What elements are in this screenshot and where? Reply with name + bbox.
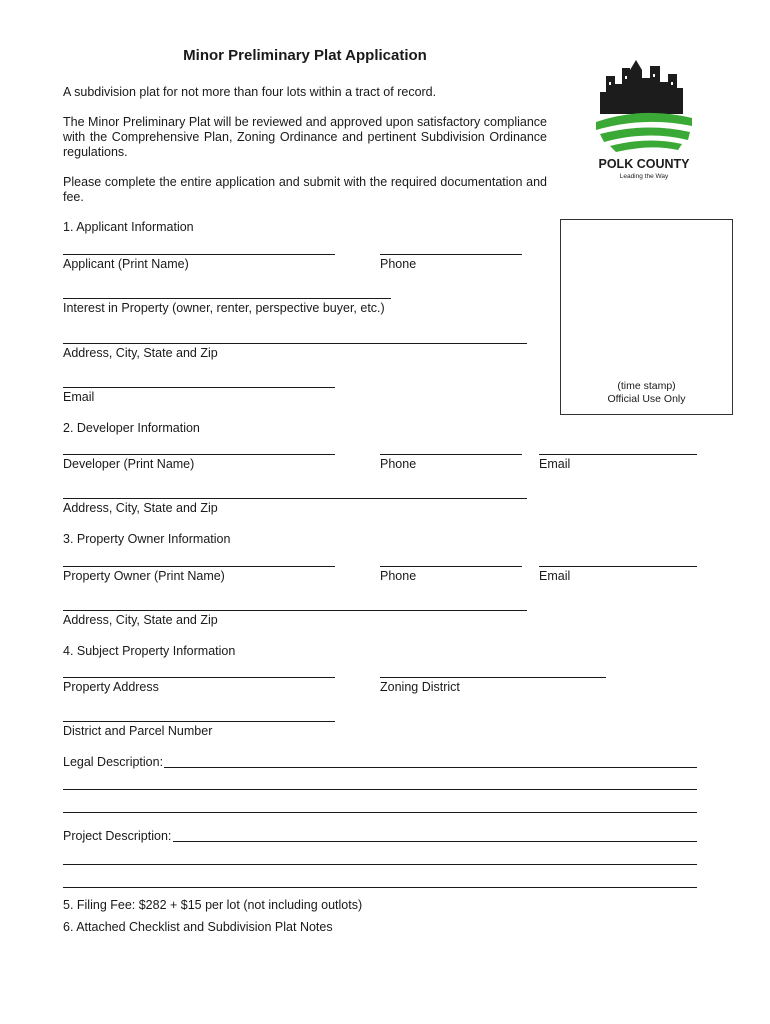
official-use-box — [560, 219, 733, 415]
applicant-interest-line[interactable] — [63, 298, 391, 299]
form-title: Minor Preliminary Plat Application — [183, 47, 427, 64]
developer-email-label: Email — [539, 457, 571, 471]
developer-address-line[interactable] — [63, 498, 527, 499]
owner-name-label: Property Owner (Print Name) — [63, 569, 225, 583]
owner-phone-label: Phone — [380, 569, 417, 583]
section-owner-heading: 3. Property Owner Information — [63, 532, 231, 546]
applicant-address-line[interactable] — [63, 343, 527, 344]
applicant-email-label: Email — [63, 390, 95, 404]
owner-phone-line[interactable] — [380, 566, 522, 567]
review-text: The Minor Preliminary Plat will be reviewed and approved upon satisfactory compliance with the Comprehensive Plan, Zoning Ordinance and pertinent Subdivision Ordinance regulations. — [63, 115, 547, 159]
developer-email-line[interactable] — [539, 454, 697, 455]
applicant-interest-label: Interest in Property (owner, renter, perspective buyer, etc.) — [63, 301, 385, 315]
owner-name-line[interactable] — [63, 566, 335, 567]
skyline-logo-icon — [592, 56, 696, 182]
attachments-text: 6. Attached Checklist and Subdivision Plat Notes — [63, 920, 333, 934]
section-developer-heading: 2. Developer Information — [63, 421, 200, 435]
zoning-district-line[interactable] — [380, 677, 606, 678]
owner-email-label: Email — [539, 569, 571, 583]
logo-tagline: Leading the Way — [619, 173, 669, 180]
applicant-email-line[interactable] — [63, 387, 335, 388]
developer-name-line[interactable] — [63, 454, 335, 455]
developer-phone-label: Phone — [380, 457, 417, 471]
legal-description-line-1[interactable] — [164, 767, 697, 768]
applicant-phone-line[interactable] — [380, 254, 522, 255]
section-applicant-heading: 1. Applicant Information — [63, 220, 194, 234]
legal-description-label: Legal Description: — [63, 755, 164, 769]
project-description-label: Project Description: — [63, 829, 172, 843]
developer-phone-line[interactable] — [380, 454, 522, 455]
legal-description-line-3[interactable] — [63, 812, 697, 813]
owner-address-label: Address, City, State and Zip — [63, 613, 218, 627]
time-stamp-label: (time stamp) — [617, 380, 676, 392]
owner-address-line[interactable] — [63, 610, 527, 611]
official-use-label: Official Use Only — [607, 393, 686, 405]
zoning-district-label: Zoning District — [380, 680, 460, 694]
project-description-line-1[interactable] — [173, 841, 697, 842]
legal-description-line-2[interactable] — [63, 789, 697, 790]
parcel-number-label: District and Parcel Number — [63, 724, 213, 738]
intro-text: A subdivision plat for not more than four lots within a tract of record. — [63, 85, 437, 99]
project-description-line-2[interactable] — [63, 864, 697, 865]
developer-name-label: Developer (Print Name) — [63, 457, 195, 471]
filing-fee-text: 5. Filing Fee: $282 + $15 per lot (not including outlots) — [63, 898, 363, 912]
developer-address-label: Address, City, State and Zip — [63, 501, 218, 515]
property-address-label: Property Address — [63, 680, 159, 694]
applicant-phone-label: Phone — [380, 257, 417, 271]
polk-county-logo — [592, 56, 696, 182]
applicant-address-label: Address, City, State and Zip — [63, 346, 218, 360]
property-address-line[interactable] — [63, 677, 335, 678]
owner-email-line[interactable] — [539, 566, 697, 567]
project-description-line-3[interactable] — [63, 887, 697, 888]
logo-name: POLK COUNTY — [598, 157, 690, 171]
section-subject-heading: 4. Subject Property Information — [63, 644, 236, 658]
applicant-name-label: Applicant (Print Name) — [63, 257, 189, 271]
instructions-text: Please complete the entire application and submit with the required documentation and fee. — [63, 175, 547, 204]
parcel-number-line[interactable] — [63, 721, 335, 722]
applicant-name-line[interactable] — [63, 254, 335, 255]
